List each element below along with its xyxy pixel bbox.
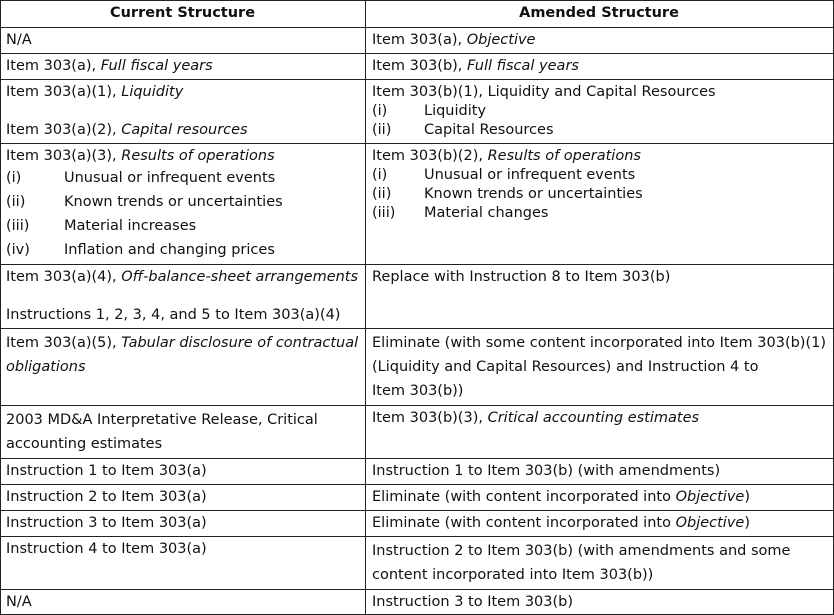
cell-line: Item 303(b)(2), Results of operations (372, 148, 641, 164)
cell-line: accounting estimates (6, 436, 163, 452)
table-row (1, 459, 834, 485)
cell-line: Item 303(b)) (372, 383, 464, 399)
amended-cell: Eliminate (with content incorporated into Objective) (366, 511, 834, 537)
list-item: (ii) Known trends or uncertainties (372, 186, 643, 202)
cell-line: Item 303(a)(4), Off-balance-sheet arrangements (6, 269, 359, 285)
table-row (1, 485, 834, 511)
list-item: (i) Unusual or infrequent events (6, 170, 276, 186)
current-cell (1, 80, 366, 144)
table-row (1, 28, 834, 54)
list-item: (iv) Inflation and changing prices (6, 242, 275, 258)
current-cell: Item 303(a), Full fiscal years (1, 54, 366, 80)
current-cell (1, 329, 366, 406)
amended-cell: Item 303(b), Full fiscal years (366, 54, 834, 80)
cell-line: Eliminate (with some content incorporated into Item 303(b)(1) (372, 335, 826, 351)
current-cell: N/A (1, 28, 366, 54)
amended-cell: Instruction 1 to Item 303(b) (with amendments) (366, 459, 834, 485)
table-row (1, 80, 834, 144)
list-item: (iii) Material changes (372, 205, 549, 221)
cell-line: 2003 MD&A Interpretative Release, Critical (6, 412, 318, 428)
cell-line: Item 303(a)(1), Liquidity (6, 84, 184, 100)
header-row (1, 1, 834, 28)
amended-cell: Eliminate (with content incorporated into Objective) (366, 485, 834, 511)
amended-cell: Instruction 3 to Item 303(b) (366, 590, 834, 615)
cell-line: Item 303(b)(1), Liquidity and Capital Resources (372, 84, 716, 100)
amended-cell (366, 80, 834, 144)
amended-cell (366, 537, 834, 590)
current-cell (1, 144, 366, 265)
cell-line: (Liquidity and Capital Resources) and Instruction 4 to (372, 359, 759, 375)
current-cell: Instruction 2 to Item 303(a) (1, 485, 366, 511)
cell-line: content incorporated into Item 303(b)) (372, 567, 654, 583)
list-item: (ii) Capital Resources (372, 122, 554, 138)
table-row (1, 537, 834, 590)
table-row (1, 406, 834, 459)
cell-line: obligations (6, 359, 86, 375)
amended-cell (366, 329, 834, 406)
cell-line: Item 303(a)(3), Results of operations (6, 148, 275, 164)
list-item: (iii) Material increases (6, 218, 197, 234)
cell-line: Instructions 1, 2, 3, 4, and 5 to Item 303(a)(4) (6, 307, 341, 323)
current-cell: Instruction 1 to Item 303(a) (1, 459, 366, 485)
table-row (1, 329, 834, 406)
current-cell (1, 406, 366, 459)
current-cell: N/A (1, 590, 366, 615)
list-item: (i) Liquidity (372, 103, 487, 119)
current-cell: Instruction 3 to Item 303(a) (1, 511, 366, 537)
header-current-structure: Current Structure (1, 1, 366, 28)
cell-line: Instruction 2 to Item 303(b) (with amendments and some (372, 543, 791, 559)
table-row (1, 511, 834, 537)
amended-cell (366, 144, 834, 265)
table-row (1, 590, 834, 615)
list-item: (ii) Known trends or uncertainties (6, 194, 283, 210)
table-row (1, 54, 834, 80)
amended-cell: Item 303(a), Objective (366, 28, 834, 54)
cell-line: Item 303(a)(5), Tabular disclosure of contractual (6, 335, 359, 351)
current-cell (1, 265, 366, 329)
table-row (1, 265, 834, 329)
table-row (1, 144, 834, 265)
cell-line: Item 303(a)(2), Capital resources (6, 122, 248, 138)
header-amended-structure: Amended Structure (366, 1, 834, 28)
amended-cell: Item 303(b)(3), Critical accounting estimates (366, 406, 834, 459)
list-item: (i) Unusual or infrequent events (372, 167, 636, 183)
amended-cell: Replace with Instruction 8 to Item 303(b) (366, 265, 834, 329)
current-cell: Instruction 4 to Item 303(a) (1, 537, 366, 590)
